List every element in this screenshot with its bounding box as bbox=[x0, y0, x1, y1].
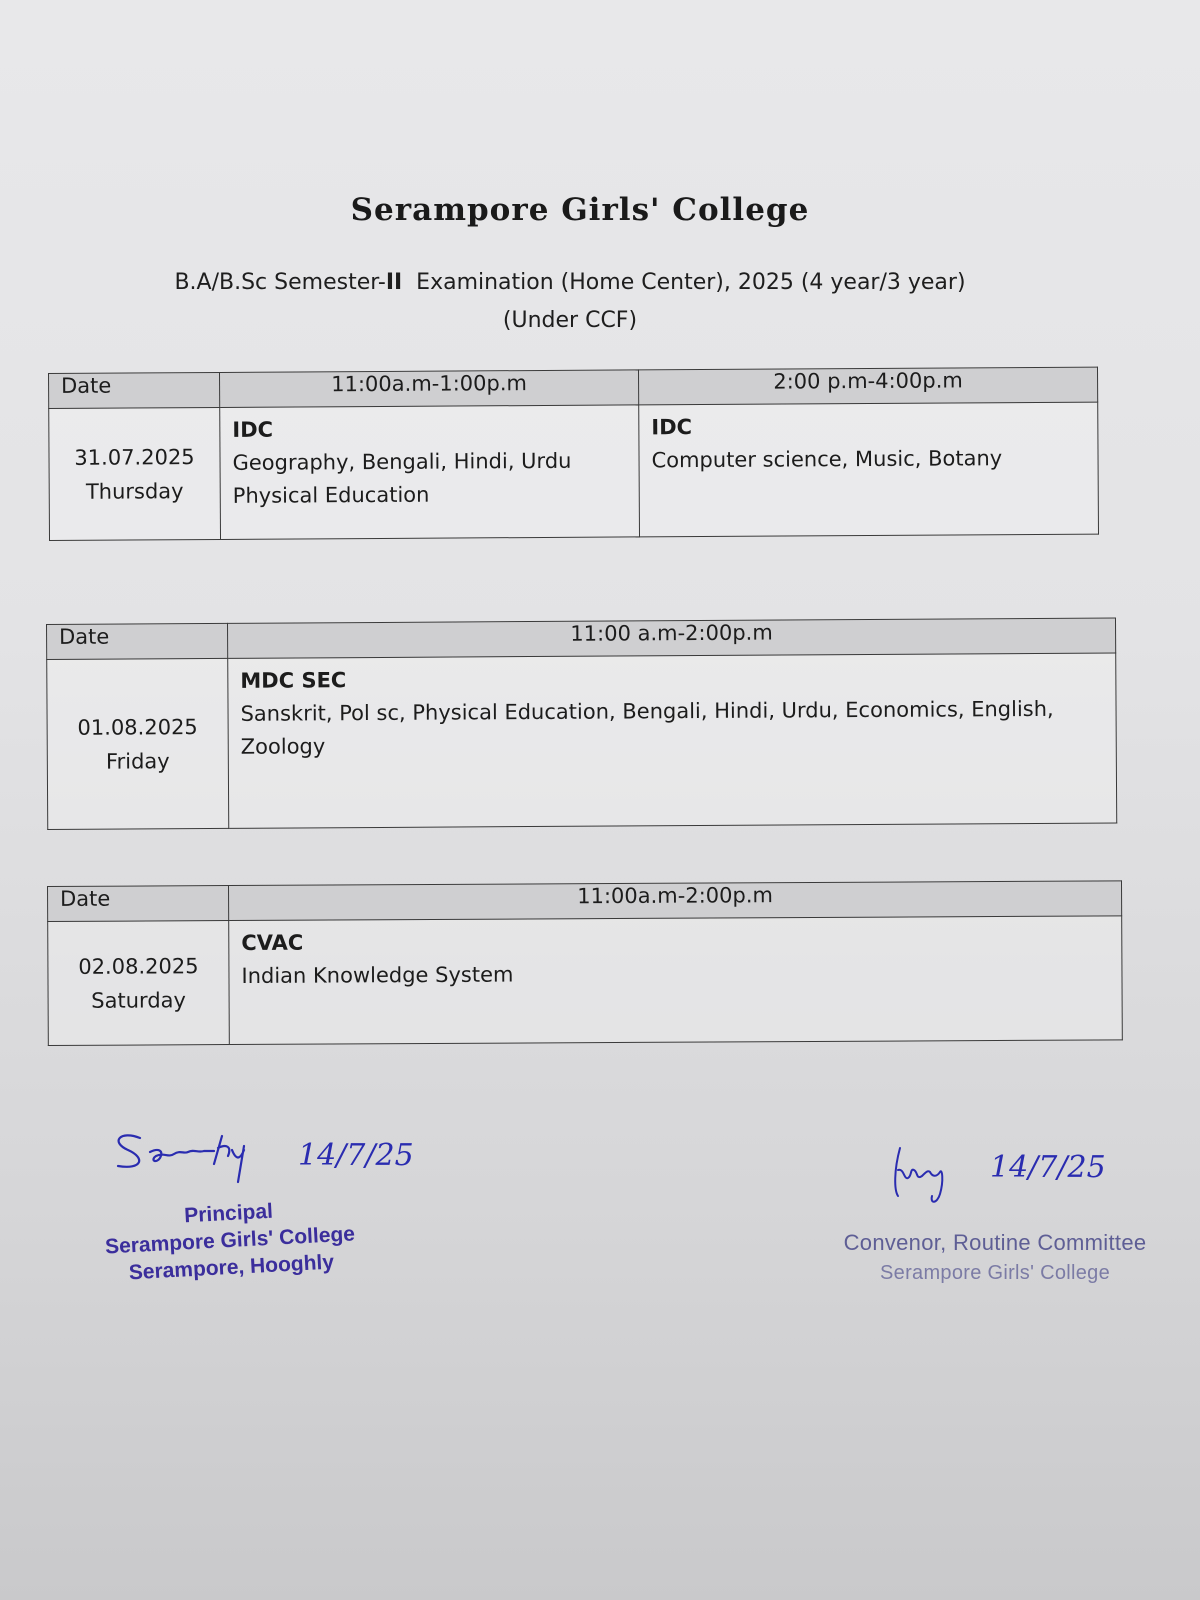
stamp-college: Serampore Girls' College bbox=[880, 1262, 1110, 1284]
stamp-place: Serampore, Hooghly bbox=[128, 1250, 335, 1285]
table-row bbox=[47, 653, 1117, 830]
convenor-signature bbox=[890, 1140, 980, 1220]
date-cell bbox=[48, 921, 230, 1046]
paper-subjects: Geography, Bengali, Hindi, Urdu bbox=[232, 448, 572, 475]
date-header: Date bbox=[47, 623, 228, 659]
convenor-stamp bbox=[830, 1228, 1160, 1288]
exam-suffix: Examination (Home Center), 2025 (4 year/3 year) bbox=[402, 270, 966, 295]
date-cell bbox=[49, 407, 221, 540]
exam-date: 02.08.2025 bbox=[78, 953, 199, 979]
date-header: Date bbox=[49, 372, 220, 408]
table-row bbox=[49, 402, 1099, 540]
schedule-table-2 bbox=[46, 617, 1117, 830]
stamp-title: Convenor, Routine Committee bbox=[843, 1230, 1147, 1255]
stamp-title: Principal bbox=[183, 1199, 274, 1228]
paper-cell bbox=[639, 402, 1099, 537]
schedule-table-3 bbox=[47, 880, 1123, 1046]
paper-cell bbox=[228, 653, 1117, 828]
exam-prefix: B.A/B.Sc Semester- bbox=[174, 270, 386, 295]
paper-subjects: Physical Education bbox=[232, 482, 430, 508]
exam-day: Thursday bbox=[85, 478, 184, 504]
slot-header-1: 11:00 a.m-2:00p.m bbox=[227, 618, 1115, 658]
principal-sign-date: 14/7/25 bbox=[298, 1138, 414, 1173]
table-header-row bbox=[48, 881, 1122, 922]
college-title: Serampore Girls' College bbox=[350, 192, 810, 228]
slot-header-1: 11:00a.m-2:00p.m bbox=[229, 881, 1122, 921]
paper-cell bbox=[220, 405, 640, 540]
exam-semester: II bbox=[385, 270, 403, 295]
exam-scheme: (Under CCF) bbox=[502, 308, 638, 333]
date-header: Date bbox=[48, 886, 229, 922]
principal-signature bbox=[110, 1128, 300, 1188]
paper-subjects: Computer science, Music, Botany bbox=[651, 446, 1003, 473]
paper-type: MDC SEC bbox=[240, 668, 347, 693]
exam-date: 31.07.2025 bbox=[74, 444, 195, 470]
slot-header-1: 11:00a.m-1:00p.m bbox=[219, 370, 638, 408]
paper-type: IDC bbox=[232, 417, 274, 442]
table-row bbox=[48, 916, 1123, 1046]
exam-day: Friday bbox=[105, 748, 170, 774]
paper-subjects: Indian Knowledge System bbox=[241, 962, 514, 988]
paper-subjects: Zoology bbox=[240, 734, 326, 759]
paper-subjects: Sanskrit, Pol sc, Physical Education, Bengali, Hindi, Urdu, Economics, English, bbox=[240, 696, 1054, 726]
principal-stamp bbox=[58, 1191, 402, 1290]
paper-cell bbox=[229, 916, 1123, 1045]
slot-header-2: 2:00 p.m-4:00p.m bbox=[638, 367, 1097, 405]
exam-title bbox=[0, 270, 1140, 295]
exam-day: Saturday bbox=[91, 987, 186, 1013]
date-cell bbox=[47, 658, 229, 829]
paper-type: CVAC bbox=[241, 930, 304, 955]
exam-date: 01.08.2025 bbox=[77, 714, 198, 740]
schedule-table-1 bbox=[48, 367, 1099, 541]
paper-type: IDC bbox=[651, 415, 693, 440]
convenor-sign-date: 14/7/25 bbox=[990, 1150, 1106, 1185]
stamp-college: Serampore Girls' College bbox=[104, 1222, 356, 1259]
